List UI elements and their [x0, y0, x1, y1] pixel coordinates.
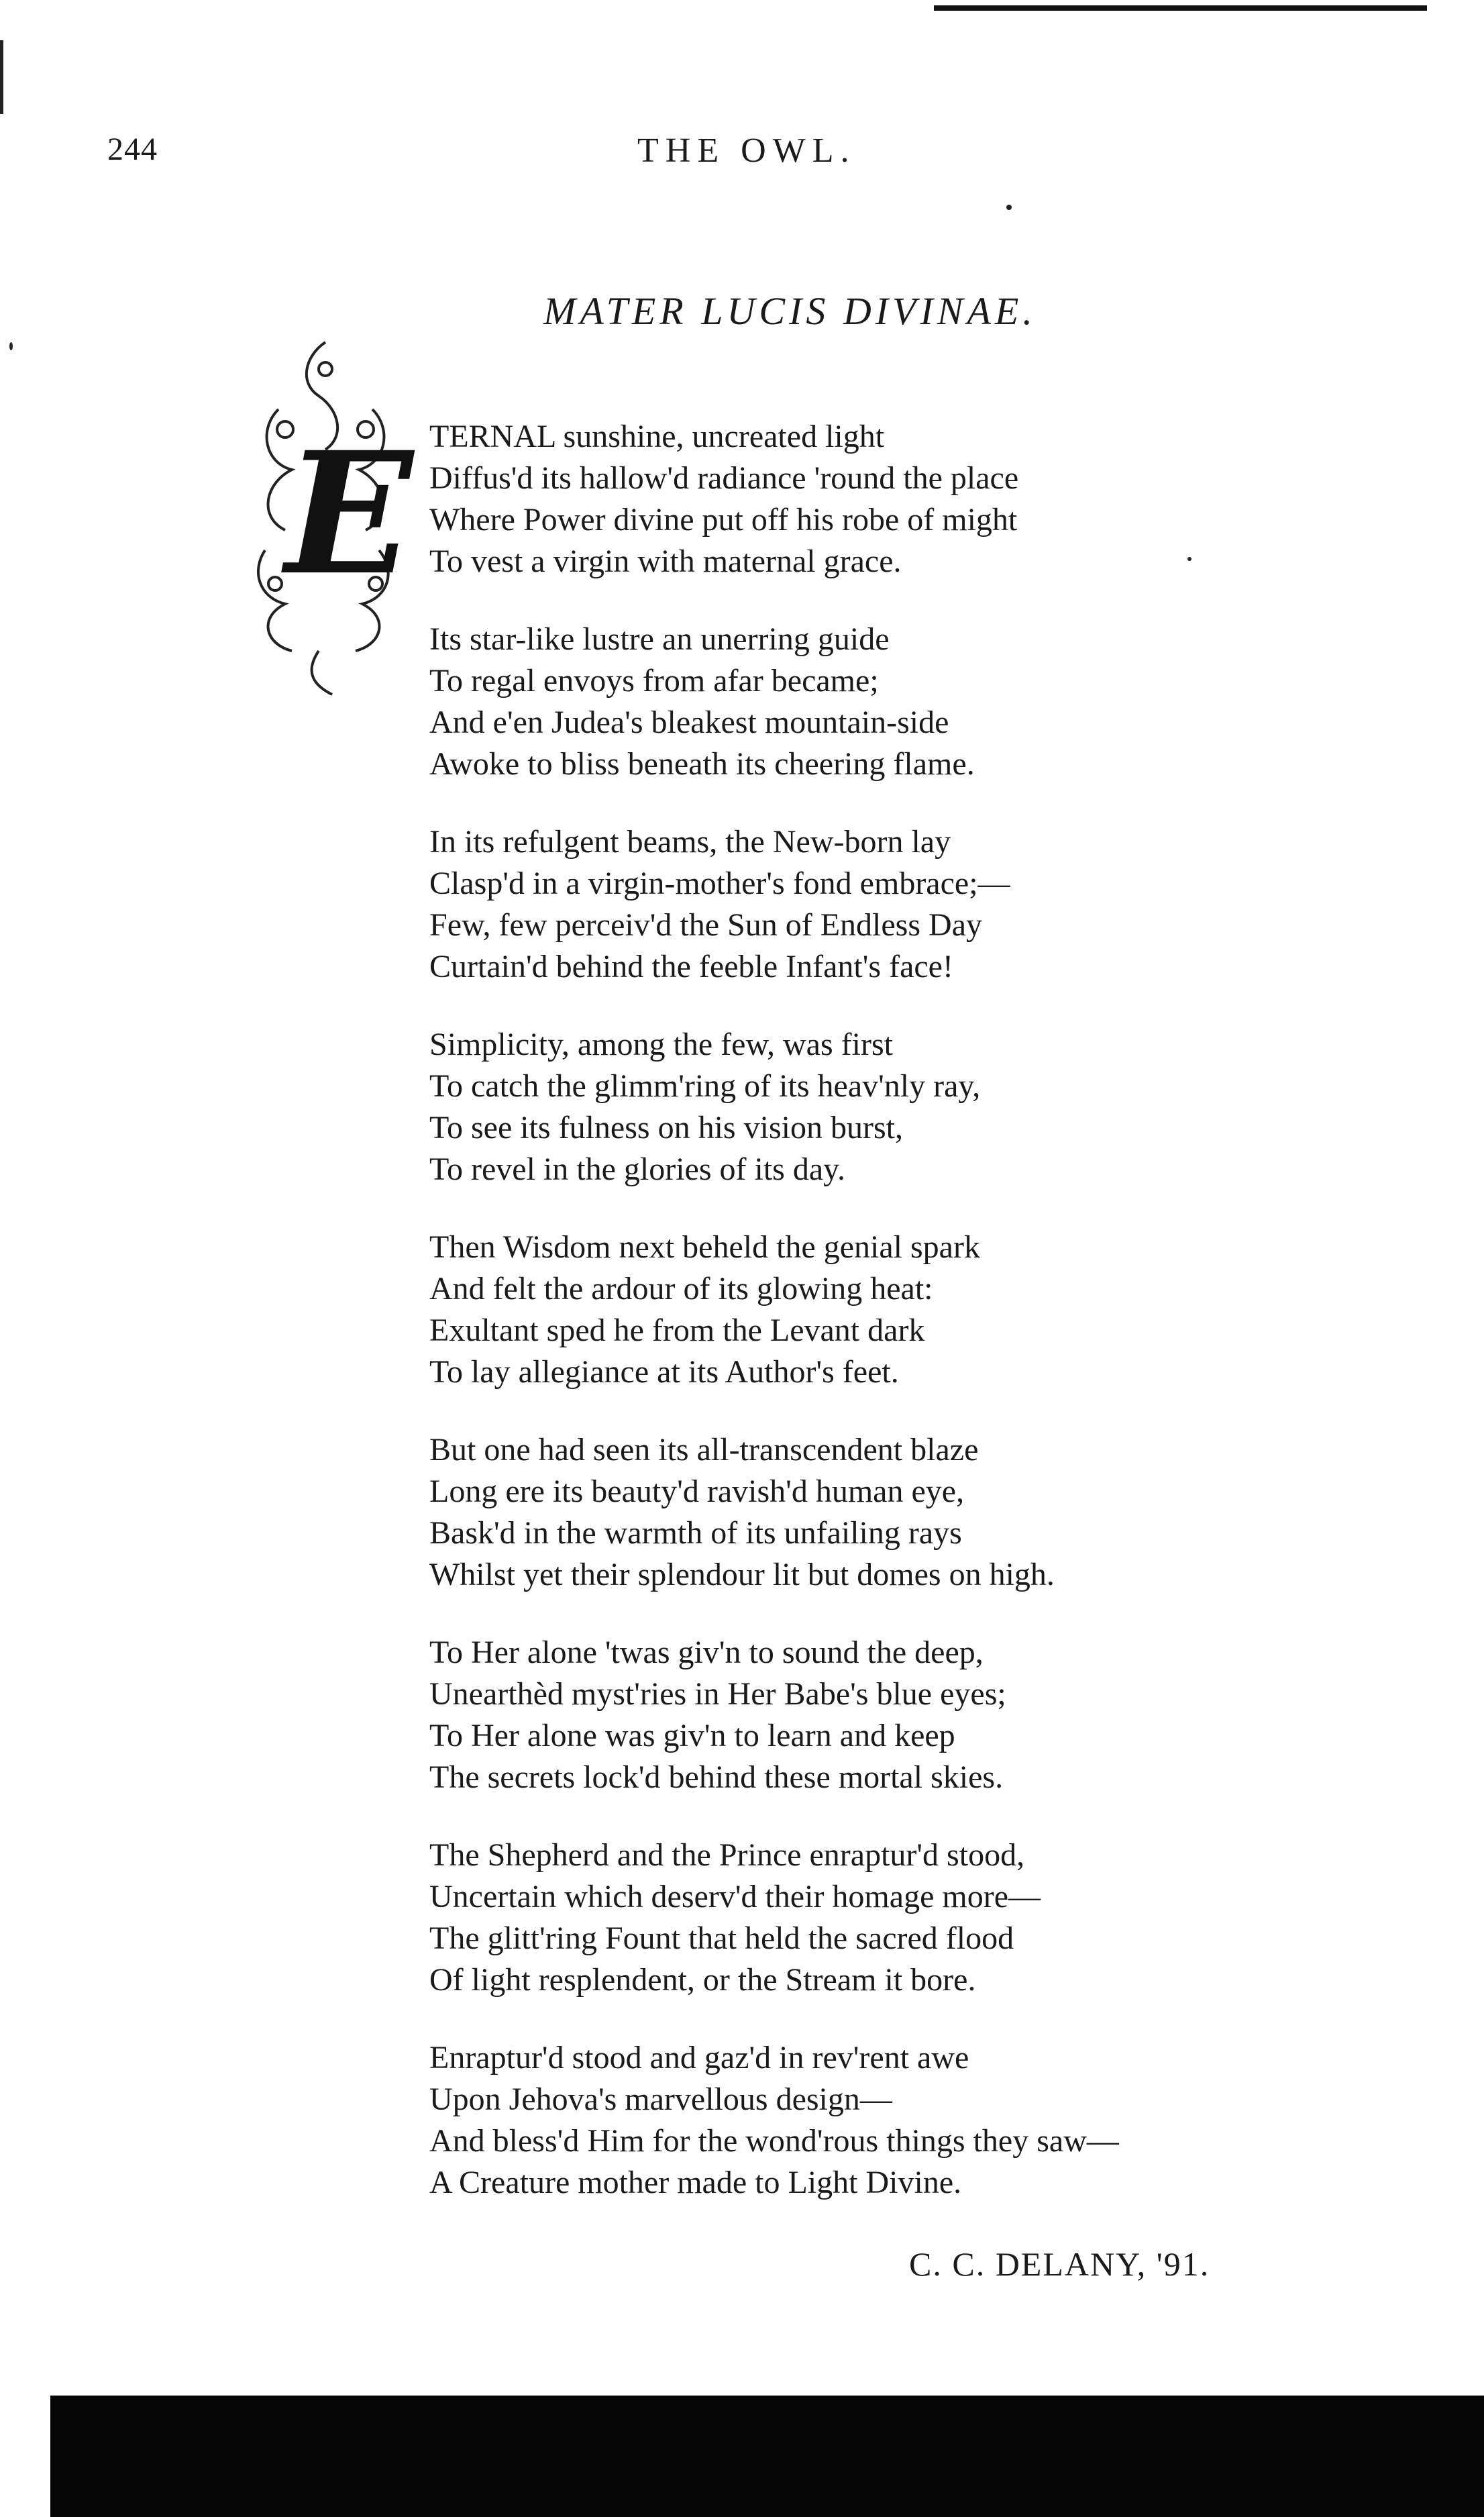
poem-line: To regal envoys from afar became;	[429, 663, 879, 699]
poem-line: Long ere its beauty'd ravish'd human eye,	[429, 1474, 965, 1509]
drop-cap-letter: E	[285, 415, 413, 612]
poem-title: MATER LUCIS DIVINAE.	[543, 289, 1037, 333]
stanza	[429, 1632, 1355, 1798]
left-margin-rule	[0, 40, 3, 114]
scan-speck	[9, 342, 13, 350]
poem-line: And felt the ardour of its glowing heat:	[429, 1271, 933, 1306]
stanza	[429, 619, 1355, 785]
poem-line: Clasp'd in a virgin-mother's fond embrace;—	[429, 866, 1010, 901]
poem-line: Its star-like lustre an unerring guide	[429, 621, 890, 657]
poem-line: Uncertain which deserv'd their homage more—	[429, 1879, 1041, 1914]
ornamental-drop-cap	[238, 329, 413, 705]
running-head: THE OWL.	[637, 132, 856, 170]
poem-line: Simplicity, among the few, was first	[429, 1027, 893, 1062]
poem-line: To lay allegiance at its Author's feet.	[429, 1354, 899, 1390]
poem-line: Unearthèd myst'ries in Her Babe's blue eyes;	[429, 1676, 1006, 1712]
poem-line: But one had seen its all-transcendent blaze	[429, 1432, 979, 1468]
stanza	[429, 1835, 1355, 2001]
poem-body	[429, 416, 1355, 2240]
poem-line: To Her alone was giv'n to learn and keep	[429, 1718, 955, 1753]
poem-line: The secrets lock'd behind these mortal skies.	[429, 1759, 1004, 1795]
scan-speck	[1187, 557, 1191, 561]
stanza	[429, 1227, 1355, 1393]
poem-line: Enraptur'd stood and gaz'd in rev'rent awe	[429, 2040, 969, 2075]
page-number: 244	[107, 132, 158, 167]
poem-line: To Her alone 'twas giv'n to sound the deep,	[429, 1635, 984, 1670]
poem-line: And bless'd Him for the wond'rous things they saw—	[429, 2123, 1119, 2159]
poem-line: The glitt'ring Fount that held the sacred flood	[429, 1920, 1014, 1956]
stanza	[429, 1024, 1355, 1190]
poem-line: A Creature mother made to Light Divine.	[429, 2165, 962, 2200]
poem-line: To vest a virgin with maternal grace.	[429, 544, 902, 579]
poem-line: Few, few perceiv'd the Sun of Endless Day	[429, 907, 982, 943]
author-signature: C. C. DELANY, '91.	[909, 2245, 1210, 2283]
poem-line: Curtain'd behind the feeble Infant's face!	[429, 949, 953, 984]
poem-line: Whilst yet their splendour lit but domes on high.	[429, 1557, 1055, 1592]
poem-line: Bask'd in the warmth of its unfailing rays	[429, 1515, 962, 1551]
poem-line: To see its fulness on his vision burst,	[429, 1110, 903, 1145]
poem-line: To revel in the glories of its day.	[429, 1151, 846, 1187]
poem-line: The Shepherd and the Prince enraptur'd stood,	[429, 1837, 1025, 1873]
poem-line: Awoke to bliss beneath its cheering flame.	[429, 746, 975, 782]
scan-bottom-band	[50, 2396, 1484, 2517]
poem-line: Diffus'd its hallow'd radiance 'round the place	[429, 460, 1019, 496]
stanza	[429, 2037, 1355, 2204]
scan-speck	[1006, 205, 1012, 210]
poem-line: Where Power divine put off his robe of might	[429, 502, 1018, 537]
poem-line: Exultant sped he from the Levant dark	[429, 1313, 925, 1348]
stanza	[429, 1429, 1355, 1596]
poem-line: In its refulgent beams, the New-born lay	[429, 824, 951, 860]
poem-line: And e'en Judea's bleakest mountain-side	[429, 705, 949, 740]
poem-line: TERNAL sunshine, uncreated light	[429, 419, 885, 454]
poem-line: To catch the glimm'ring of its heav'nly ray,	[429, 1068, 981, 1104]
stanza	[429, 821, 1355, 988]
poem-line: Then Wisdom next beheld the genial spark	[429, 1229, 980, 1265]
top-rule	[934, 5, 1427, 11]
poem-line: Of light resplendent, or the Stream it bore.	[429, 1962, 976, 1998]
poem-line: Upon Jehova's marvellous design—	[429, 2082, 892, 2117]
stanza	[429, 416, 1355, 582]
